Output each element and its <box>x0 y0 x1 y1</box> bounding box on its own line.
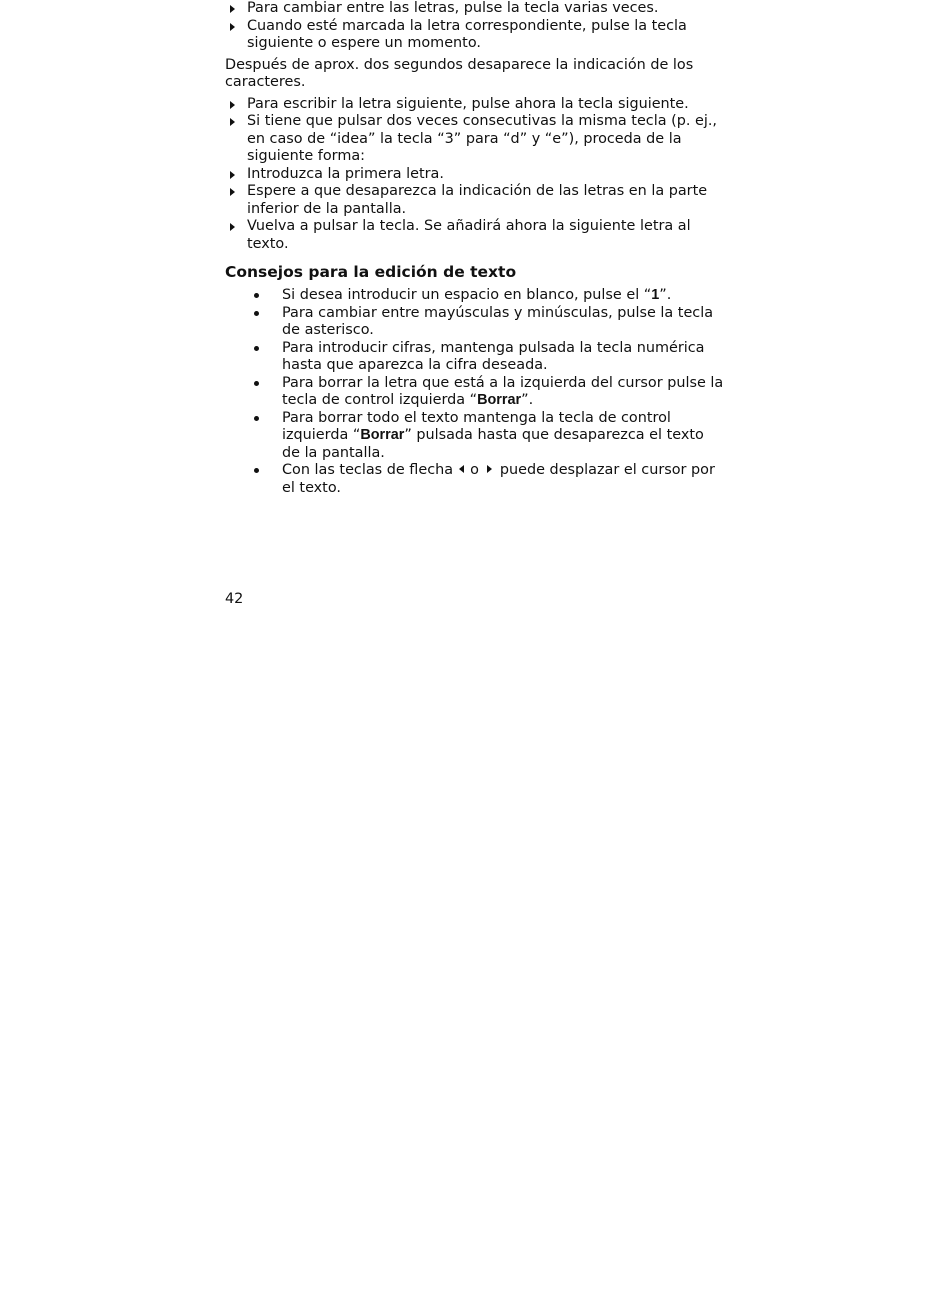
tip-text: ”. <box>521 392 534 408</box>
step-text: Si tiene que pulsar dos veces consecutivas la misma tecla (p. ej., en caso de “idea” la tecla “3” para “d” y “e”), proceda de la siguiente forma: <box>247 113 717 164</box>
tip-text: Para borrar todo el texto mantenga la tecla de control izquierda “ <box>282 409 671 443</box>
bullet-icon <box>254 346 259 351</box>
tip-text: Si desea introducir un espacio en blanco, pulse el “ <box>282 287 652 303</box>
page-number: 42 <box>225 591 244 607</box>
arrow-left-icon <box>459 465 464 473</box>
arrow-right-icon <box>230 101 235 109</box>
list-item <box>225 340 725 375</box>
step-text: Introduzca la primera letra. <box>247 165 444 182</box>
page-content <box>225 0 725 497</box>
arrow-right-icon <box>230 23 235 31</box>
bullet-icon <box>254 468 259 473</box>
list-item <box>225 96 725 114</box>
key-label: Borrar <box>360 427 405 443</box>
tip-text: o <box>470 462 479 478</box>
step-text: Cuando esté marcada la letra correspondiente, pulse la tecla siguiente o espere un momento. <box>247 17 687 51</box>
arrow-right-icon <box>230 188 235 196</box>
steps-list-bottom <box>225 96 725 254</box>
step-text: Espere a que desaparezca la indicación de las letras en la parte inferior de la pantalla. <box>247 183 708 217</box>
arrow-right-icon <box>230 223 235 231</box>
list-item <box>225 218 725 253</box>
step-text: Para escribir la letra siguiente, pulse ahora la tecla siguiente. <box>247 95 689 112</box>
list-item <box>225 287 725 305</box>
arrow-right-icon <box>230 5 235 13</box>
steps-list-top <box>225 0 725 53</box>
tip-text: ”. <box>659 287 672 303</box>
tip-text: Para borrar la letra que está a la izquierda del cursor pulse la tecla de control izquierda “ <box>282 374 724 408</box>
list-item <box>225 410 725 463</box>
key-label: Borrar <box>477 392 522 408</box>
list-item <box>225 113 725 166</box>
list-item <box>225 166 725 184</box>
step-text: Vuelva a pulsar la tecla. Se añadirá ahora la siguiente letra al texto. <box>247 218 691 252</box>
key-label: 1 <box>651 287 660 303</box>
section-heading: Consejos para la edición de texto <box>225 263 517 281</box>
tip-text: ” pulsada hasta que desaparezca el texto de la pantalla. <box>282 427 704 461</box>
list-item <box>225 18 725 53</box>
arrow-right-icon <box>230 118 235 126</box>
body-paragraph: Después de aprox. dos segundos desaparece la indicación de los caracteres. <box>225 56 694 90</box>
tip-text: Para introducir cifras, mantenga pulsada la tecla numérica hasta que aparezca la cifra deseada. <box>282 339 705 373</box>
list-item <box>225 305 725 340</box>
tips-list <box>225 287 725 497</box>
tip-text: puede desplazar el cursor por el texto. <box>282 462 715 496</box>
tip-text: Con las teclas de flecha <box>282 462 454 478</box>
bullet-icon <box>254 416 259 421</box>
list-item <box>225 183 725 218</box>
bullet-icon <box>254 311 259 316</box>
list-item <box>225 375 725 410</box>
list-item <box>225 0 725 18</box>
arrow-right-icon <box>487 465 492 473</box>
bullet-icon <box>254 293 259 298</box>
bullet-icon <box>254 381 259 386</box>
list-item <box>225 462 725 497</box>
step-text: Para cambiar entre las letras, pulse la tecla varias veces. <box>247 0 659 16</box>
tip-text: Para cambiar entre mayúsculas y minúsculas, pulse la tecla de asterisco. <box>282 304 714 338</box>
arrow-right-icon <box>230 171 235 179</box>
